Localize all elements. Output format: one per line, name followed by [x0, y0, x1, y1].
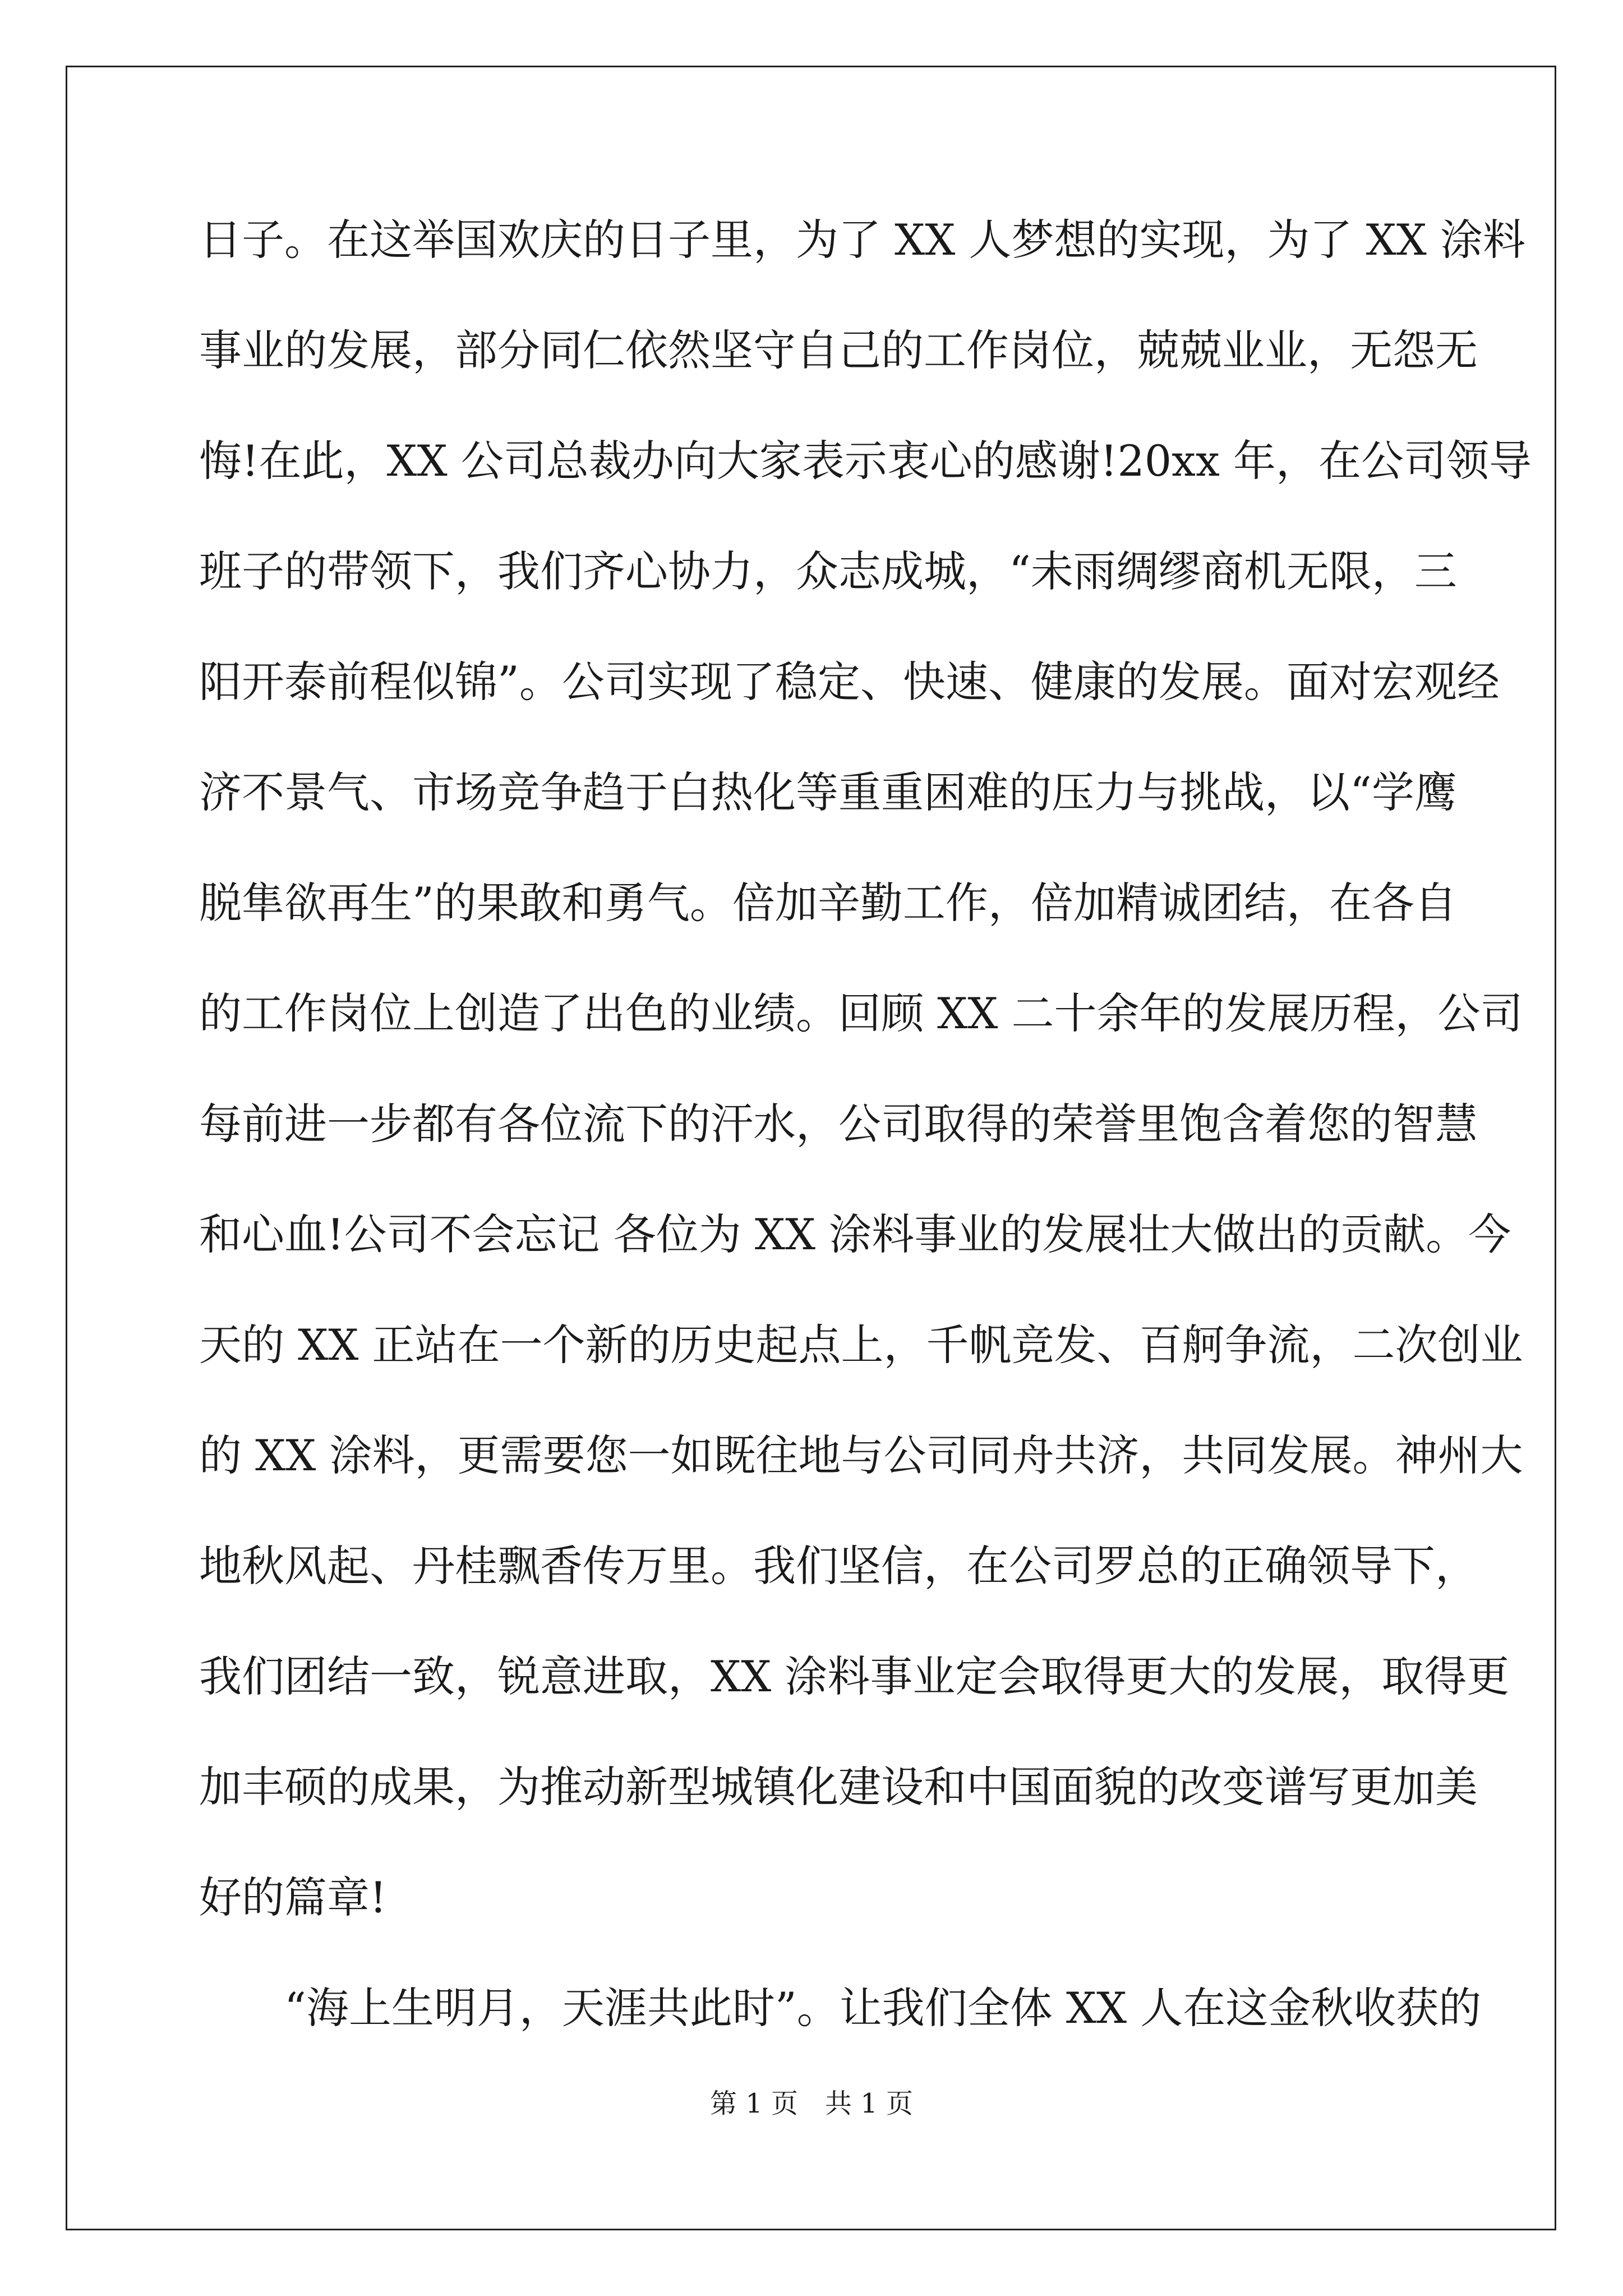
text-line: 悔!在此，XX 公司总裁办向大家表示衷心的感谢!20xx 年，在公司领导 [199, 436, 1532, 486]
text-line: 的工作岗位上创造了出色的业绩。回顾 XX 二十余年的发展历程，公司 [199, 988, 1523, 1038]
text-line: 事业的发展，部分同仁依然坚守自己的工作岗位，兢兢业业，无怨无 [199, 325, 1478, 375]
text-line: 的 XX 涂料，更需要您一如既往地与公司同舟共济，共同发展。神州大 [199, 1430, 1523, 1480]
text-line: 地秋风起、丹桂飘香传万里。我们坚信，在公司罗总的正确领导下， [199, 1541, 1478, 1591]
text-line: 和心血!公司不会忘记 各位为 XX 涂料事业的发展壮大做出的贡献。今 [199, 1209, 1511, 1259]
text-line: 好的篇章! [199, 1872, 387, 1922]
text-line: 脱隼欲再生”的果敢和勇气。倍加辛勤工作，倍加精诚团结，在各自 [199, 878, 1457, 928]
document-body [199, 213, 1532, 2092]
text-line: 每前进一步都有各位流下的汗水，公司取得的荣誉里饱含着您的智慧 [199, 1099, 1478, 1149]
text-line: 加丰硕的成果，为推动新型城镇化建设和中国面貌的改变谱写更加美 [199, 1762, 1478, 1812]
text-line: 济不景气、市场竞争趋于白热化等重重困难的压力与挑战，以“学鹰 [199, 767, 1457, 817]
text-line: 班子的带领下，我们齐心协力，众志成城，“未雨绸缪商机无限，三 [199, 546, 1457, 596]
text-line: 我们团结一致，锐意进取，XX 涂料事业定会取得更大的发展，取得更 [199, 1651, 1510, 1701]
text-line: 阳开泰前程似锦”。公司实现了稳定、快速、健康的发展。面对宏观经 [199, 657, 1500, 707]
text-line: 日子。在这举国欢庆的日子里，为了 XX 人梦想的实现，为了 XX 涂料 [199, 215, 1526, 265]
text-line: 天的 XX 正站在一个新的历史起点上，千帆竞发、百舸争流，二次创业 [199, 1320, 1523, 1370]
page-footer: 第 1 页 共 1 页 [709, 2088, 914, 2119]
text-line: “海上生明月，天涯共此时”。让我们全体 XX 人在这金秋收获的 [199, 1983, 1482, 2033]
